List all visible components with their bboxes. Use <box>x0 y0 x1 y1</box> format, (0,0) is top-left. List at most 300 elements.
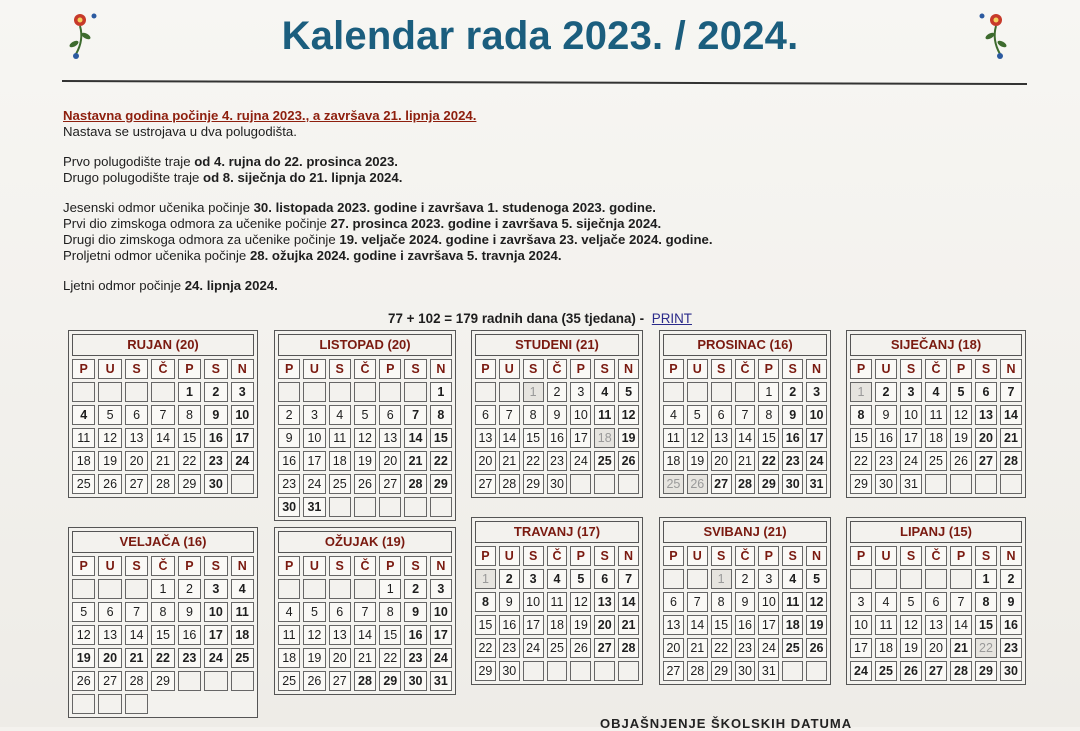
day-cell: 29 <box>475 661 496 681</box>
day-cell: 27 <box>925 661 947 681</box>
month-title: SVIBANJ (21) <box>663 521 827 543</box>
day-cell: 17 <box>570 428 591 448</box>
day-cell: 13 <box>711 428 732 448</box>
day-cell: 17 <box>758 615 779 635</box>
summer-break-line <box>63 278 963 294</box>
weekday-header: P <box>178 556 201 576</box>
weekday-header: N <box>1000 359 1022 379</box>
day-cell: 11 <box>875 615 897 635</box>
day-cell: 2 <box>547 382 568 402</box>
spring-break-dates: 28. ožujka 2024. godine i završava 5. travnja 2024. <box>249 248 562 263</box>
day-cell: 22 <box>379 648 401 668</box>
day-cell: 30 <box>782 474 803 494</box>
day-cell: 4 <box>925 382 947 402</box>
day-cell: 15 <box>975 615 997 635</box>
day-cell: 21 <box>499 451 520 471</box>
day-cell: 25 <box>278 671 300 691</box>
day-cell: 24 <box>430 648 452 668</box>
day-cell: 14 <box>151 428 174 448</box>
weekday-header: P <box>570 359 591 379</box>
month-title: STUDENI (21) <box>475 334 639 356</box>
day-cell: 15 <box>379 625 401 645</box>
day-cell: 25 <box>329 474 351 494</box>
school-year-dates: Nastavna godina počinje 4. rujna 2023., a završava 21. lipnja 2024. <box>63 108 477 123</box>
day-cell: 25 <box>782 638 803 658</box>
day-cell: 18 <box>782 615 803 635</box>
month-calendar <box>659 517 831 685</box>
day-cell: 16 <box>204 428 227 448</box>
day-cell: 25 <box>925 451 947 471</box>
day-cell: 19 <box>618 428 639 448</box>
month-calendar <box>659 330 831 498</box>
month-calendar <box>68 330 258 498</box>
day-cell: 11 <box>663 428 684 448</box>
day-cell: 4 <box>594 382 615 402</box>
empty-day-cell <box>379 382 401 402</box>
day-cell: 23 <box>735 638 756 658</box>
day-cell: 9 <box>1000 592 1022 612</box>
day-cell: 21 <box>950 638 972 658</box>
day-cell: 17 <box>900 428 922 448</box>
day-cell: 5 <box>900 592 922 612</box>
day-cell: 22 <box>430 451 452 471</box>
weekday-header: S <box>125 556 148 576</box>
day-cell: 5 <box>303 602 325 622</box>
empty-day-cell <box>98 579 121 599</box>
day-cell: 22 <box>758 451 779 471</box>
weekday-header: Č <box>354 359 376 379</box>
weekday-header: S <box>404 359 426 379</box>
empty-day-cell <box>570 474 591 494</box>
day-cell: 3 <box>806 382 827 402</box>
day-cell: 5 <box>72 602 95 622</box>
weekday-header: N <box>231 556 254 576</box>
empty-day-cell <box>379 497 401 517</box>
day-cell: 16 <box>875 428 897 448</box>
day-cell: 15 <box>475 615 496 635</box>
day-cell: 29 <box>178 474 201 494</box>
day-cell: 5 <box>354 405 376 425</box>
day-cell: 20 <box>594 615 615 635</box>
weekday-header: S <box>711 359 732 379</box>
day-cell: 3 <box>204 579 227 599</box>
day-cell: 30 <box>875 474 897 494</box>
day-cell: 12 <box>687 428 708 448</box>
empty-day-cell <box>231 474 254 494</box>
day-cell: 29 <box>523 474 544 494</box>
day-cell: 30 <box>278 497 300 517</box>
day-cell: 29 <box>711 661 732 681</box>
day-cell: 10 <box>303 428 325 448</box>
day-cell: 14 <box>404 428 426 448</box>
day-cell: 4 <box>278 602 300 622</box>
day-cell: 1 <box>151 579 174 599</box>
day-cell: 8 <box>475 592 496 612</box>
day-cell: 11 <box>231 602 254 622</box>
day-cell: 20 <box>925 638 947 658</box>
day-cell: 1 <box>430 382 452 402</box>
day-cell: 28 <box>950 661 972 681</box>
day-cell: 21 <box>687 638 708 658</box>
weekday-header: U <box>875 359 897 379</box>
day-cell: 27 <box>329 671 351 691</box>
day-cell: 14 <box>125 625 148 645</box>
weekday-header: S <box>900 359 922 379</box>
weekday-header: N <box>806 359 827 379</box>
weekday-header: S <box>329 359 351 379</box>
empty-day-cell <box>975 474 997 494</box>
day-cell: 10 <box>758 592 779 612</box>
day-cell: 16 <box>404 625 426 645</box>
day-cell: 9 <box>735 592 756 612</box>
empty-day-cell <box>303 382 325 402</box>
day-cell: 19 <box>900 638 922 658</box>
weekday-header: S <box>782 359 803 379</box>
day-cell: 22 <box>523 451 544 471</box>
day-cell: 9 <box>547 405 568 425</box>
day-cell: 8 <box>711 592 732 612</box>
day-cell: 10 <box>430 602 452 622</box>
empty-day-cell <box>329 497 351 517</box>
day-cell: 1 <box>178 382 201 402</box>
day-cell: 24 <box>231 451 254 471</box>
day-cell: 19 <box>806 615 827 635</box>
empty-day-cell <box>663 569 684 589</box>
month-calendar <box>471 517 643 685</box>
day-cell: 14 <box>499 428 520 448</box>
day-cell: 30 <box>499 661 520 681</box>
weekday-header: N <box>618 546 639 566</box>
day-cell: 26 <box>354 474 376 494</box>
day-cell: 2 <box>278 405 300 425</box>
day-cell: 27 <box>379 474 401 494</box>
weekday-header: P <box>850 546 872 566</box>
day-cell: 3 <box>570 382 591 402</box>
day-cell: 4 <box>329 405 351 425</box>
empty-day-cell <box>925 569 947 589</box>
day-cell: 28 <box>151 474 174 494</box>
empty-day-cell <box>663 382 684 402</box>
day-cell: 24 <box>570 451 591 471</box>
page-title: Kalendar rada 2023. / 2024. <box>281 14 799 58</box>
day-cell: 6 <box>711 405 732 425</box>
day-cell: 27 <box>475 474 496 494</box>
month-calendar <box>846 517 1026 685</box>
empty-day-cell <box>98 694 121 714</box>
day-cell: 12 <box>900 615 922 635</box>
day-cell: 7 <box>1000 382 1022 402</box>
day-cell: 31 <box>758 661 779 681</box>
weekday-header: P <box>72 359 95 379</box>
empty-day-cell <box>523 661 544 681</box>
day-cell: 15 <box>523 428 544 448</box>
day-cell: 17 <box>204 625 227 645</box>
day-cell: 6 <box>125 405 148 425</box>
weekday-header: S <box>329 556 351 576</box>
day-cell: 19 <box>354 451 376 471</box>
empty-day-cell <box>547 661 568 681</box>
month-title: RUJAN (20) <box>72 334 254 356</box>
empty-day-cell <box>329 382 351 402</box>
empty-day-cell <box>950 569 972 589</box>
day-cell: 13 <box>475 428 496 448</box>
day-cell: 25 <box>231 648 254 668</box>
empty-day-cell <box>900 569 922 589</box>
weekday-header: P <box>570 546 591 566</box>
day-cell: 12 <box>98 428 121 448</box>
day-cell: 27 <box>975 451 997 471</box>
weekday-header: S <box>204 359 227 379</box>
day-cell: 3 <box>850 592 872 612</box>
semester-note: Nastava se ustrojava u dva polugodišta. <box>63 124 297 139</box>
month-grid <box>850 546 1022 681</box>
day-cell: 13 <box>98 625 121 645</box>
weekday-header: N <box>430 359 452 379</box>
day-cell: 4 <box>875 592 897 612</box>
day-cell: 13 <box>975 405 997 425</box>
empty-day-cell <box>850 569 872 589</box>
month-title: VELJAČA (16) <box>72 531 254 553</box>
weekday-header: N <box>1000 546 1022 566</box>
day-cell: 9 <box>404 602 426 622</box>
weekday-header: P <box>379 556 401 576</box>
day-cell: 5 <box>806 569 827 589</box>
day-cell: 28 <box>404 474 426 494</box>
day-cell: 12 <box>72 625 95 645</box>
first-semester-dates: od 4. rujna do 22. prosinca 2023. <box>194 154 398 169</box>
day-cell: 27 <box>663 661 684 681</box>
month-grid <box>663 359 827 494</box>
day-cell: 9 <box>782 405 803 425</box>
winter-break-2-dates: 19. veljače 2024. godine i završava 23. veljače 2024. godine. <box>339 232 713 247</box>
weekday-header: Č <box>735 546 756 566</box>
day-cell: 17 <box>523 615 544 635</box>
day-cell: 28 <box>687 661 708 681</box>
weekday-header: Č <box>925 359 947 379</box>
day-cell: 28 <box>125 671 148 691</box>
empty-day-cell <box>178 671 201 691</box>
empty-day-cell <box>354 382 376 402</box>
weekday-header: S <box>204 556 227 576</box>
empty-day-cell <box>782 661 803 681</box>
day-cell: 23 <box>278 474 300 494</box>
day-cell: 29 <box>379 671 401 691</box>
day-cell: 19 <box>72 648 95 668</box>
weekday-header: Č <box>151 556 174 576</box>
day-cell: 1 <box>379 579 401 599</box>
day-cell: 8 <box>430 405 452 425</box>
print-link[interactable]: PRINT <box>651 311 692 326</box>
autumn-break-label: Jesenski odmor učenika počinje <box>63 200 254 215</box>
month-calendar <box>274 330 456 521</box>
day-cell: 10 <box>231 405 254 425</box>
spring-break-line <box>63 248 963 264</box>
day-cell: 9 <box>278 428 300 448</box>
day-cell: 28 <box>618 638 639 658</box>
day-cell: 6 <box>925 592 947 612</box>
spring-break-label: Proljetni odmor učenika počinje <box>63 248 250 263</box>
day-cell: 26 <box>806 638 827 658</box>
day-cell: 3 <box>231 382 254 402</box>
weekday-header: N <box>806 546 827 566</box>
day-cell: 30 <box>204 474 227 494</box>
day-cell: 25 <box>547 638 568 658</box>
day-cell: 8 <box>850 405 872 425</box>
day-cell: 23 <box>547 451 568 471</box>
empty-day-cell <box>303 579 325 599</box>
day-cell: 2 <box>204 382 227 402</box>
day-cell: 28 <box>735 474 756 494</box>
empty-day-cell <box>125 694 148 714</box>
empty-day-cell <box>875 569 897 589</box>
day-cell: 4 <box>547 569 568 589</box>
day-cell: 2 <box>178 579 201 599</box>
day-cell: 20 <box>379 451 401 471</box>
day-cell: 23 <box>178 648 201 668</box>
day-cell: 26 <box>687 474 708 494</box>
day-cell: 15 <box>151 625 174 645</box>
empty-day-cell <box>499 382 520 402</box>
day-cell: 25 <box>663 474 684 494</box>
day-cell: 23 <box>1000 638 1022 658</box>
day-cell: 16 <box>178 625 201 645</box>
empty-day-cell <box>618 661 639 681</box>
day-cell: 13 <box>594 592 615 612</box>
day-cell: 29 <box>758 474 779 494</box>
day-cell: 18 <box>547 615 568 635</box>
day-cell: 30 <box>735 661 756 681</box>
day-cell: 16 <box>499 615 520 635</box>
day-cell: 11 <box>782 592 803 612</box>
day-cell: 3 <box>900 382 922 402</box>
empty-day-cell <box>475 382 496 402</box>
first-semester-line <box>63 154 963 170</box>
weekday-header: S <box>975 359 997 379</box>
day-cell: 18 <box>72 451 95 471</box>
day-cell: 26 <box>98 474 121 494</box>
day-cell: 14 <box>1000 405 1022 425</box>
day-cell: 8 <box>523 405 544 425</box>
day-cell: 11 <box>594 405 615 425</box>
day-cell: 28 <box>499 474 520 494</box>
day-cell: 20 <box>98 648 121 668</box>
day-cell: 8 <box>975 592 997 612</box>
day-cell: 20 <box>975 428 997 448</box>
weekday-header: P <box>475 546 496 566</box>
weekday-header: Č <box>547 546 568 566</box>
weekday-header: P <box>663 546 684 566</box>
day-cell: 13 <box>379 428 401 448</box>
day-cell: 4 <box>72 405 95 425</box>
day-cell: 18 <box>329 451 351 471</box>
month-calendar <box>471 330 643 498</box>
day-cell: 30 <box>1000 661 1022 681</box>
empty-day-cell <box>72 694 95 714</box>
day-cell: 24 <box>204 648 227 668</box>
day-cell: 5 <box>950 382 972 402</box>
day-cell: 5 <box>618 382 639 402</box>
day-cell: 2 <box>875 382 897 402</box>
day-cell: 21 <box>125 648 148 668</box>
autumn-break-line <box>63 200 963 216</box>
winter-break-1-line <box>63 216 963 232</box>
day-cell: 12 <box>618 405 639 425</box>
day-cell: 24 <box>523 638 544 658</box>
winter-break-2-line <box>63 232 963 248</box>
day-cell: 2 <box>782 382 803 402</box>
day-cell: 7 <box>950 592 972 612</box>
day-cell: 2 <box>404 579 426 599</box>
weekday-header: Č <box>547 359 568 379</box>
empty-day-cell <box>72 579 95 599</box>
day-cell: 7 <box>125 602 148 622</box>
month-grid <box>475 359 639 494</box>
weekday-header: U <box>875 546 897 566</box>
day-cell: 1 <box>523 382 544 402</box>
day-cell: 19 <box>303 648 325 668</box>
day-cell: 31 <box>900 474 922 494</box>
first-semester-label: Prvo polugodište traje <box>63 154 195 169</box>
day-cell: 18 <box>278 648 300 668</box>
weekday-header: Č <box>151 359 174 379</box>
weekday-header: U <box>303 359 325 379</box>
empty-day-cell <box>594 661 615 681</box>
weekday-header: S <box>594 359 615 379</box>
winter-break-1-label: Prvi dio zimskoga odmora za učenike počinje <box>63 216 331 231</box>
weekday-header: S <box>975 546 997 566</box>
day-cell: 16 <box>1000 615 1022 635</box>
month-title: PROSINAC (16) <box>663 334 827 356</box>
day-cell: 24 <box>806 451 827 471</box>
day-cell: 4 <box>663 405 684 425</box>
weekday-header: U <box>687 546 708 566</box>
day-cell: 2 <box>1000 569 1022 589</box>
day-cell: 22 <box>850 451 872 471</box>
day-cell: 13 <box>925 615 947 635</box>
empty-day-cell <box>98 382 121 402</box>
day-cell: 7 <box>687 592 708 612</box>
weekday-header: S <box>523 359 544 379</box>
weekday-header: S <box>125 359 148 379</box>
day-cell: 15 <box>850 428 872 448</box>
day-cell: 6 <box>975 382 997 402</box>
second-semester-dates: od 8. siječnja do 21. lipnja 2024. <box>203 170 403 185</box>
weekday-header: S <box>404 556 426 576</box>
day-cell: 1 <box>850 382 872 402</box>
day-cell: 1 <box>475 569 496 589</box>
weekday-header: P <box>663 359 684 379</box>
weekday-header: U <box>98 359 121 379</box>
empty-day-cell <box>687 382 708 402</box>
day-cell: 19 <box>98 451 121 471</box>
day-cell: 15 <box>711 615 732 635</box>
day-cell: 24 <box>900 451 922 471</box>
day-cell: 19 <box>950 428 972 448</box>
month-title: LIPANJ (15) <box>850 521 1022 543</box>
day-cell: 23 <box>875 451 897 471</box>
day-cell: 20 <box>125 451 148 471</box>
month-title: TRAVANJ (17) <box>475 521 639 543</box>
day-cell: 16 <box>547 428 568 448</box>
day-cell: 29 <box>850 474 872 494</box>
day-cell: 1 <box>758 382 779 402</box>
empty-day-cell <box>278 382 300 402</box>
day-cell: 11 <box>278 625 300 645</box>
month-calendar <box>846 330 1026 498</box>
day-cell: 10 <box>204 602 227 622</box>
weekday-header: S <box>594 546 615 566</box>
day-cell: 14 <box>735 428 756 448</box>
